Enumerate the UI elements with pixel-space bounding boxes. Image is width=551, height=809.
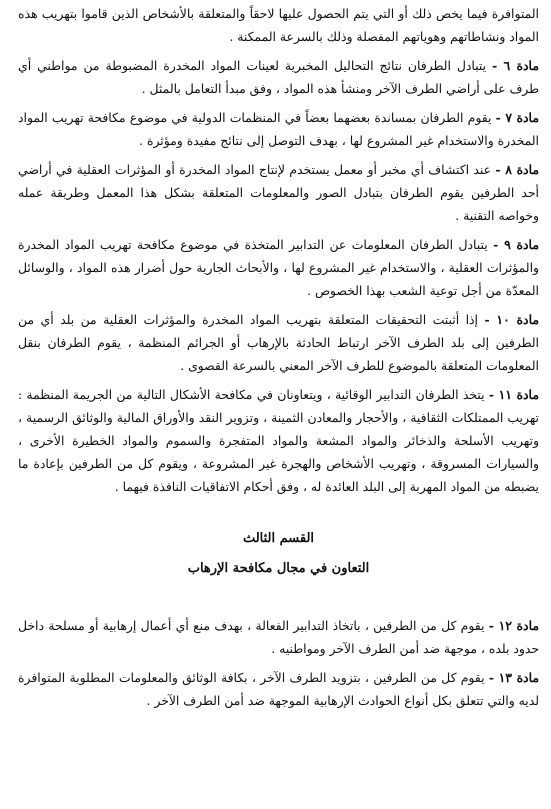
article-6 xyxy=(18,54,539,100)
section-title: القسم الثالث xyxy=(242,531,315,546)
article-text: يقوم الطرفان بمساندة بعضهما بعضاً في المنظمات الدولية في موضوع مكافحة تهريب المواد المخدرة والاستخدام غير المشروع لها ، بهدف التوصل إلى نتائج مفيدة ومؤثرة . xyxy=(18,110,539,148)
article-8 xyxy=(18,158,539,227)
article-9 xyxy=(18,233,539,302)
article-12 xyxy=(18,614,539,660)
article-text: يقوم كل من الطرفين ، بتزويد الطرف الآخر ، بكافة الوثائق والمعلومات المطلوبة المتوافرة لديه والتي تتعلق بكل أنواع الحوادث الإرهابية الموجهة ضد أمن الطرف الآخر . xyxy=(18,670,539,708)
article-list-section-3 xyxy=(18,614,539,712)
article-label: مادة ١٠ - xyxy=(484,312,539,327)
section-subtitle: التعاون في مجال مكافحة الإرهاب xyxy=(187,561,370,576)
article-label: مادة ١١ - xyxy=(488,387,539,402)
article-text: يتبادل الطرفان نتائج التحاليل المخبرية لعينات المواد المخدرة المضبوطة من مواطني أي طرف على أراضي الطرف الآخر ومنشأ هذه المواد ، وفق مبدأ التعامل بالمثل . xyxy=(18,58,539,96)
article-label: مادة ٦ - xyxy=(492,58,539,73)
article-10 xyxy=(18,308,539,377)
article-text: يتبادل الطرفان المعلومات عن التدابير المتخذة في موضوع مكافحة تهريب المواد المخدرة والمؤثرات العقلية ، والاستخدام غير المشروع لها ، والأبحاث الجارية حول أضرار هذه المواد ، والوسائل المعدّة من أجل توعية الشعب بهذا الخصوص . xyxy=(18,237,539,298)
section-heading xyxy=(18,528,539,580)
article-11 xyxy=(18,383,539,498)
article-7 xyxy=(18,106,539,152)
article-label: مادة ١٢ - xyxy=(488,618,539,633)
article-label: مادة ٩ - xyxy=(493,237,539,252)
article-text: إذا أثبتت التحقيقات المتعلقة بتهريب المواد المخدرة والمؤثرات العقلية من بلد أي من الطرفين إلى بلد الطرف الآخر ارتباط الحادثة بالإرهاب أو الجرائم المنظمة ، يقوم الطرفان بنقل المعلومات المتعلقة بالموضوع للطرف الآخر المعني بالسرعة القصوى . xyxy=(18,312,539,373)
article-list xyxy=(18,54,539,498)
continuation-paragraph: المتوافرة فيما يخص ذلك أو التي يتم الحصول عليها لاحقاً والمتعلقة بالأشخاص الذين قاموا بتهريب هذه المواد ونشاطاتهم وهوياتهم المفصلة وذلك بالسرعة الممكنة . xyxy=(18,6,539,44)
article-label: مادة ١٣ - xyxy=(488,670,539,685)
article-text: يتخذ الطرفان التدابير الوقائية ، ويتعاونان في مكافحة الأشكال التالية من الجريمة المنظمة : تهريب الممتلكات الثقافية ، والأحجار والمعادن الثمينة ، وتزوير النقد والأوراق المالية والوثائق الرسمية ، وتهريب الأسلحة والذخائر والمواد المشعة والمواد المتفجرة والسموم والمواد الخطيرة الأخرى ، والسيارات المسروقة ، وتهريب الأشخاص والهجرة غير المشروعة ، ويقوم كل من الطرفين بإعادة ما يضبطه من المواد المهربة إلى البلد العائدة له ، وفق أحكام الاتفاقيات النافذة فيهما . xyxy=(18,387,539,494)
article-text: عند اكتشاف أي مخبر أو معمل يستخدم لإنتاج المواد المخدرة أو المؤثرات العقلية في أراضي أحد الطرفين يقوم الطرفان بتبادل الصور والمعلومات المتعلقة بشكل هذا المعمل وطريقة عمله وخواصه التقنية . xyxy=(18,162,539,223)
article-text: يقوم كل من الطرفين ، باتخاذ التدابير الفعالة ، بهدف منع أي أعمال إرهابية أو مسلحة داخل حدود بلده ، موجهة ضد أمن الطرف الآخر ومواطنيه . xyxy=(18,618,539,656)
article-label: مادة ٧ - xyxy=(495,110,539,125)
article-label: مادة ٨ - xyxy=(495,162,539,177)
article-13 xyxy=(18,666,539,712)
